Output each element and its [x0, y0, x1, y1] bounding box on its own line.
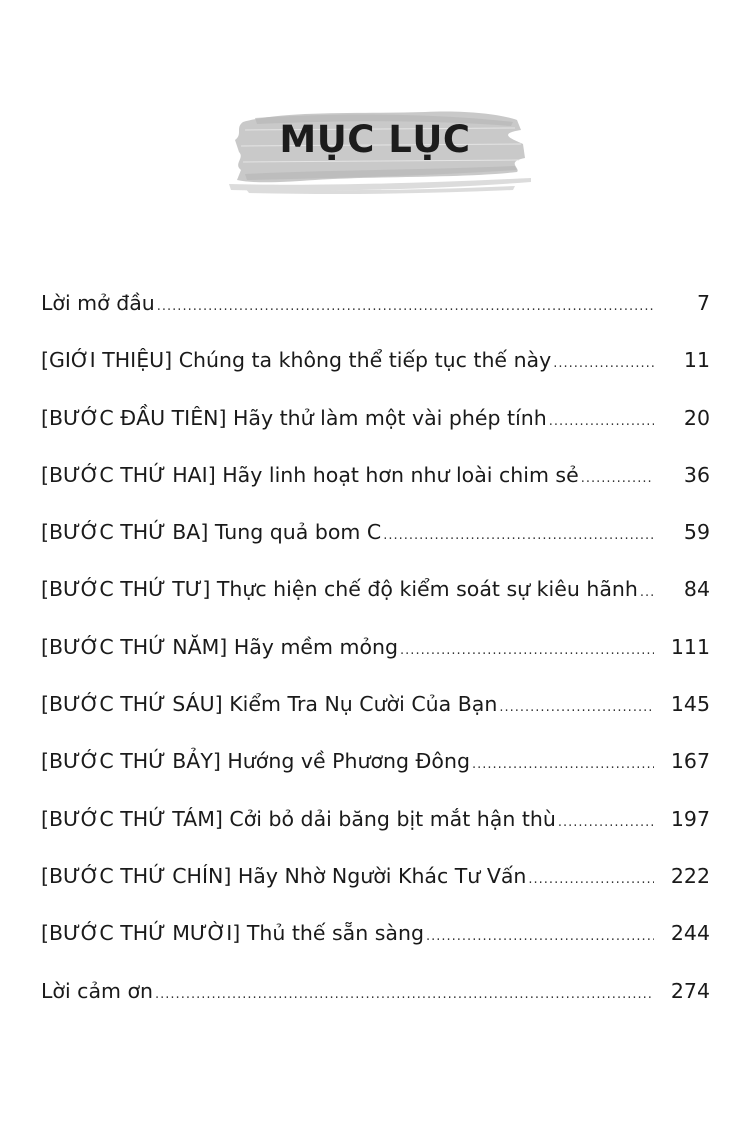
toc-entry-prefix: [BƯỚC THỨ HAI]: [41, 462, 216, 487]
toc-entry-text: [41, 913, 424, 953]
dot-leader: [581, 459, 654, 499]
toc-page-number: 20: [683, 405, 710, 430]
dot-leader: [400, 631, 654, 671]
dot-leader: [383, 516, 654, 556]
toc-entry[interactable]: [41, 741, 710, 798]
toc-entry-text: [41, 971, 153, 1011]
toc-entry-prefix: [BƯỚC THỨ BA]: [41, 520, 209, 545]
toc-entry-text: [41, 340, 551, 380]
toc-entry-text: [41, 283, 155, 323]
toc-page-number: 244: [670, 921, 710, 946]
toc-entry[interactable]: [41, 569, 710, 626]
toc-entry-prefix: [BƯỚC ĐẦU TIÊN]: [41, 405, 227, 430]
toc-entry[interactable]: [41, 856, 710, 913]
toc-entry-prefix: [BƯỚC THỨ NĂM]: [41, 634, 228, 659]
toc-entry-prefix: [BƯỚC THỨ TƯ]: [41, 577, 211, 602]
page-title: MỤC LỤC: [279, 118, 471, 161]
toc-entry[interactable]: [41, 512, 710, 569]
toc-entry-title: Hãy mềm mỏng: [233, 634, 399, 659]
toc-entry-title: Hướng về Phương Đông: [227, 749, 470, 774]
dot-leader: [426, 917, 654, 957]
dot-leader: [558, 803, 654, 843]
toc-page-number: 145: [670, 692, 710, 717]
toc-entry-title: Hãy thử làm một vài phép tính: [233, 405, 547, 430]
toc-entry[interactable]: [41, 799, 710, 856]
toc-entry[interactable]: [41, 283, 710, 340]
toc-entry[interactable]: [41, 455, 710, 512]
toc-entry-text: [41, 512, 381, 552]
toc-page-number: 274: [670, 978, 710, 1003]
table-of-contents: [41, 283, 710, 1028]
toc-entry-prefix: [BƯỚC THỨ TÁM]: [41, 806, 223, 831]
toc-entry-title: Cởi bỏ dải băng bịt mắt hận thù: [229, 806, 556, 831]
toc-entry[interactable]: [41, 627, 710, 684]
toc-entry-title: Lời cảm ơn: [41, 978, 154, 1003]
toc-entry-title: Thực hiện chế độ kiểm soát sự kiêu hãnh: [216, 577, 638, 602]
toc-entry-prefix: [GIỚI THIỆU]: [41, 348, 173, 373]
dot-leader: [472, 745, 654, 785]
toc-entry-text: [41, 398, 547, 438]
dot-leader: [499, 688, 654, 728]
dot-leader: [155, 975, 654, 1015]
toc-page-number: 84: [683, 577, 710, 602]
toc-page-number: 59: [683, 520, 710, 545]
toc-entry[interactable]: [41, 684, 710, 741]
title-banner: [225, 100, 535, 195]
toc-entry[interactable]: [41, 340, 710, 397]
toc-page-number: 197: [670, 806, 710, 831]
toc-page-number: 111: [670, 634, 710, 659]
toc-entry-prefix: [BƯỚC THỨ SÁU]: [41, 692, 223, 717]
toc-entry-text: [41, 627, 398, 667]
dot-leader: [549, 402, 654, 442]
toc-entry[interactable]: [41, 971, 710, 1028]
toc-entry[interactable]: [41, 913, 710, 970]
toc-entry-text: [41, 741, 470, 781]
dot-leader: [528, 860, 654, 900]
toc-entry-title: Tung quả bom C: [214, 520, 382, 545]
toc-entry-title: Lời mở đầu: [41, 291, 155, 315]
toc-page-number: 7: [696, 291, 710, 315]
toc-page-number: 11: [683, 348, 710, 373]
toc-entry-prefix: [BƯỚC THỨ BẢY]: [41, 749, 221, 774]
toc-entry-text: [41, 569, 638, 609]
dot-leader: [553, 344, 654, 384]
toc-entry-text: [41, 455, 579, 495]
toc-entry-title: Hãy Nhờ Người Khác Tư Vấn: [237, 863, 527, 888]
toc-entry-title: Chúng ta không thể tiếp tục thế này: [178, 348, 552, 373]
toc-page-number: 222: [670, 863, 710, 888]
toc-entry-text: [41, 799, 556, 839]
dot-leader: [640, 573, 654, 613]
toc-page-number: 36: [683, 462, 710, 487]
toc-entry-title: Kiểm Tra Nụ Cười Của Bạn: [229, 692, 498, 717]
toc-entry-title: Thủ thế sẵn sàng: [246, 921, 424, 946]
toc-entry-prefix: [BƯỚC THỨ MƯỜI]: [41, 921, 241, 946]
toc-entry-title: Hãy linh hoạt hơn như loài chim sẻ: [222, 462, 579, 487]
toc-entry-prefix: [BƯỚC THỨ CHÍN]: [41, 863, 232, 888]
toc-entry-text: [41, 684, 497, 724]
toc-entry-text: [41, 856, 526, 896]
dot-leader: [157, 287, 654, 327]
toc-page-number: 167: [670, 749, 710, 774]
toc-entry[interactable]: [41, 398, 710, 455]
